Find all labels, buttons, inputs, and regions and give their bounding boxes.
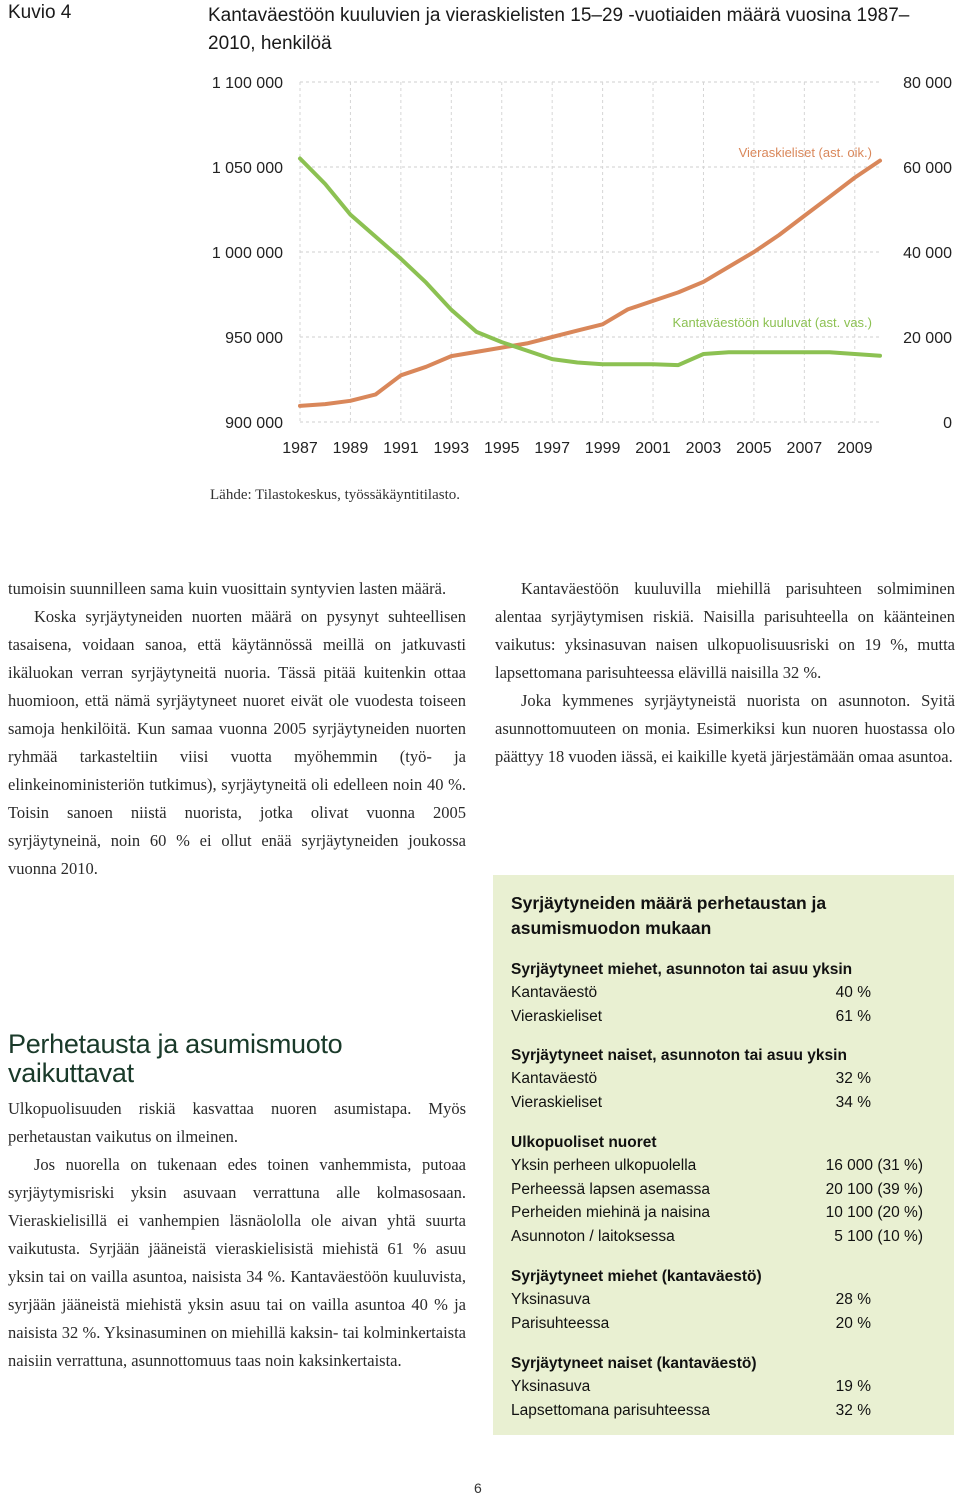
left-tick-label: 950 000 [225, 330, 283, 347]
row-value: 40 % [835, 984, 871, 1001]
figure-title: Kantaväestöön kuuluvien ja vieraskielisten 15–29 -vuotiaiden määrä vuosina 1987–2010, henkilöä [208, 5, 910, 54]
row-value: 28 % [835, 1291, 871, 1308]
x-tick-label: 1987 [282, 440, 318, 457]
info-group [511, 958, 931, 1028]
page-number: 6 [474, 1480, 482, 1496]
x-axis-ticks [282, 440, 872, 457]
chart-grid [300, 82, 880, 422]
right-tick-label: 80 000 [903, 75, 952, 92]
line-chart [0, 60, 960, 470]
info-box-title: Syrjäytyneiden määrä perhetaustan ja asumismuodon mukaan [511, 893, 827, 938]
left-tick-label: 900 000 [225, 415, 283, 432]
series-label: Kantaväestöön kuuluvat (ast. vas.) [672, 315, 872, 330]
info-row [511, 1225, 931, 1249]
figure-label: Kuvio 4 [8, 2, 72, 23]
row-value: 34 % [835, 1093, 871, 1111]
chart-series [300, 159, 880, 406]
paragraph: tumoisin suunnilleen sama kuin vuosittain syntyvien lasten määrä. [8, 579, 447, 598]
x-tick-label: 1997 [534, 440, 570, 457]
row-label: Perheessä lapsen asemassa [511, 1180, 711, 1198]
row-label: Kantaväestö [511, 984, 598, 1001]
row-value: 19 % [835, 1378, 871, 1395]
info-row [511, 1154, 931, 1178]
row-label: Parisuhteessa [511, 1314, 610, 1332]
x-tick-label: 1989 [332, 440, 369, 457]
info-row [511, 1312, 931, 1336]
row-value: 16 000 (31 %) [825, 1157, 923, 1174]
info-box [493, 875, 954, 1435]
right-tick-label: 60 000 [903, 160, 952, 177]
figure-source: Lähde: Tilastokeskus, työssäkäyntitilasto. [210, 487, 460, 503]
series-line [300, 161, 880, 406]
row-label: Yksin perheen ulkopuolella [511, 1157, 697, 1174]
info-group [511, 1044, 931, 1114]
info-group [511, 1265, 931, 1335]
left-tick-label: 1 050 000 [211, 160, 283, 177]
row-value: 5 100 (10 %) [834, 1227, 923, 1245]
row-label: Perheiden miehinä ja naisina [511, 1204, 711, 1221]
x-tick-label: 1993 [433, 440, 470, 457]
info-row [511, 1288, 931, 1312]
info-row [511, 1005, 931, 1029]
x-tick-label: 2005 [736, 440, 772, 457]
info-row [511, 1178, 931, 1202]
series-line [300, 159, 880, 366]
left-tick-label: 1 100 000 [211, 75, 283, 92]
series-label: Vieraskieliset (ast. oik.) [738, 145, 872, 160]
row-label: Vieraskieliset [511, 1093, 603, 1111]
info-group-heading: Syrjäytyneet naiset, asunnoton tai asuu yksin [511, 1047, 847, 1064]
right-column [495, 575, 955, 771]
info-group-heading: Syrjäytyneet naiset (kantaväestö) [511, 1355, 757, 1372]
right-tick-label: 20 000 [903, 330, 952, 347]
section-heading: Perhetausta ja asumismuoto vaikuttavat [8, 1029, 343, 1089]
right-tick-label: 40 000 [903, 245, 952, 262]
info-row [511, 1399, 931, 1423]
info-row [511, 1091, 931, 1115]
x-tick-label: 1999 [584, 440, 621, 457]
row-value: 61 % [835, 1007, 871, 1025]
info-group-heading: Syrjäytyneet miehet, asunnoton tai asuu yksin [511, 961, 853, 978]
paragraph: Joka kymmenes syrjäytyneistä nuorista on asunnoton. Syitä asunnottomuuteen on monia. Esimerkiksi kun nuoren huostassa olo päättyy 18 vuoden iässä, ei kaikille kyetä järjestämään omaa asuntoa. [495, 691, 955, 766]
info-group-heading: Ulkopuoliset nuoret [511, 1134, 657, 1151]
row-value: 20 % [835, 1314, 871, 1332]
x-tick-label: 2001 [635, 440, 671, 457]
row-label: Vieraskieliset [511, 1007, 603, 1025]
info-row [511, 1201, 931, 1225]
row-label: Kantaväestö [511, 1070, 598, 1087]
info-row [511, 1375, 931, 1399]
paragraph: Jos nuorella on tukenaan edes toinen vanhemmista, putoaa syrjäytymisriski yksin asuvaan verrattuna alle kolmasosaan. Vieraskielisillä ei vanhempien läsnäololla ole aivan yhtä suurta vaikutusta. Syrjään jääneistä vieraskielisistä miehistä 61 % asuu yksin tai on vailla asuntoa, naisista 34 %. Kantaväestöön kuuluvista, syrjään jääneistä miehistä yksin asuu tai on vailla asuntoa 40 % ja naisista 32 %. Yksinasuminen on miehillä kaksin- tai kolminkertaista naisiin verrattuna, asunnottomuus taas noin kaksinkertaista. [8, 1155, 466, 1370]
right-axis-ticks [903, 75, 952, 432]
x-tick-label: 2007 [786, 440, 823, 457]
row-label: Yksinasuva [511, 1378, 591, 1395]
row-label: Lapsettomana parisuhteessa [511, 1401, 711, 1419]
paragraph: Ulkopuolisuuden riskiä kasvattaa nuoren asumistapa. Myös perhetaustan vaikutus on ilmeinen. [8, 1099, 466, 1146]
row-value: 10 100 (20 %) [825, 1204, 923, 1221]
row-value: 32 % [835, 1401, 871, 1419]
row-label: Yksinasuva [511, 1291, 591, 1308]
info-group [511, 1352, 931, 1422]
left-tick-label: 1 000 000 [211, 245, 283, 262]
x-tick-label: 1991 [383, 440, 419, 457]
left-axis-ticks [212, 75, 283, 432]
paragraph: Koska syrjäytyneiden nuorten määrä on pysynyt suhteellisen tasaisena, voidaan sanoa, että käytännössä meillä on jatkuvasti ikäluokan verran syrjäytyneitä nuoria. Tässä pitää kuitenkin ottaa huomioon, että nämä syrjäytyneet nuoret eivät ole vuodesta toiseen samoja henkilöitä. Kun samaa vuonna 2005 syrjäytyneiden nuorten ryhmää tarkasteltiin viisi vuotta myöhemmin (työ- ja elinkeinoministeriön tutkimus), syrjäytyneitä oli edelleen noin 40 %. Toisin sanoen niistä nuorista, jotka olivat vuonna 2005 syrjäytyneinä, noin 60 % ei ollut enää syrjäytyneiden joukossa vuonna 2010. [8, 607, 466, 878]
right-tick-label: 0 [943, 415, 952, 432]
x-tick-label: 1995 [483, 440, 520, 457]
info-row [511, 981, 931, 1005]
paragraph: Kantaväestöön kuuluvilla miehillä parisuhteen solmiminen alentaa syrjäytymisen riskiä. Naisilla parisuhteella on käänteinen vaikutus: yksinasuvan naisen ulkopuolisuusriski on 19 %, mutta lapsettomana parisuhteessa elävillä naisilla 32 %. [495, 579, 955, 682]
row-value: 32 % [835, 1070, 871, 1087]
info-group [511, 1131, 931, 1248]
row-label: Asunnoton / laitoksessa [511, 1227, 675, 1245]
row-value: 20 100 (39 %) [825, 1180, 923, 1198]
info-row [511, 1067, 931, 1091]
left-column [8, 575, 466, 883]
x-tick-label: 2003 [685, 440, 722, 457]
x-tick-label: 2009 [836, 440, 873, 457]
section-body [8, 1095, 466, 1375]
info-group-heading: Syrjäytyneet miehet (kantaväestö) [511, 1268, 762, 1285]
